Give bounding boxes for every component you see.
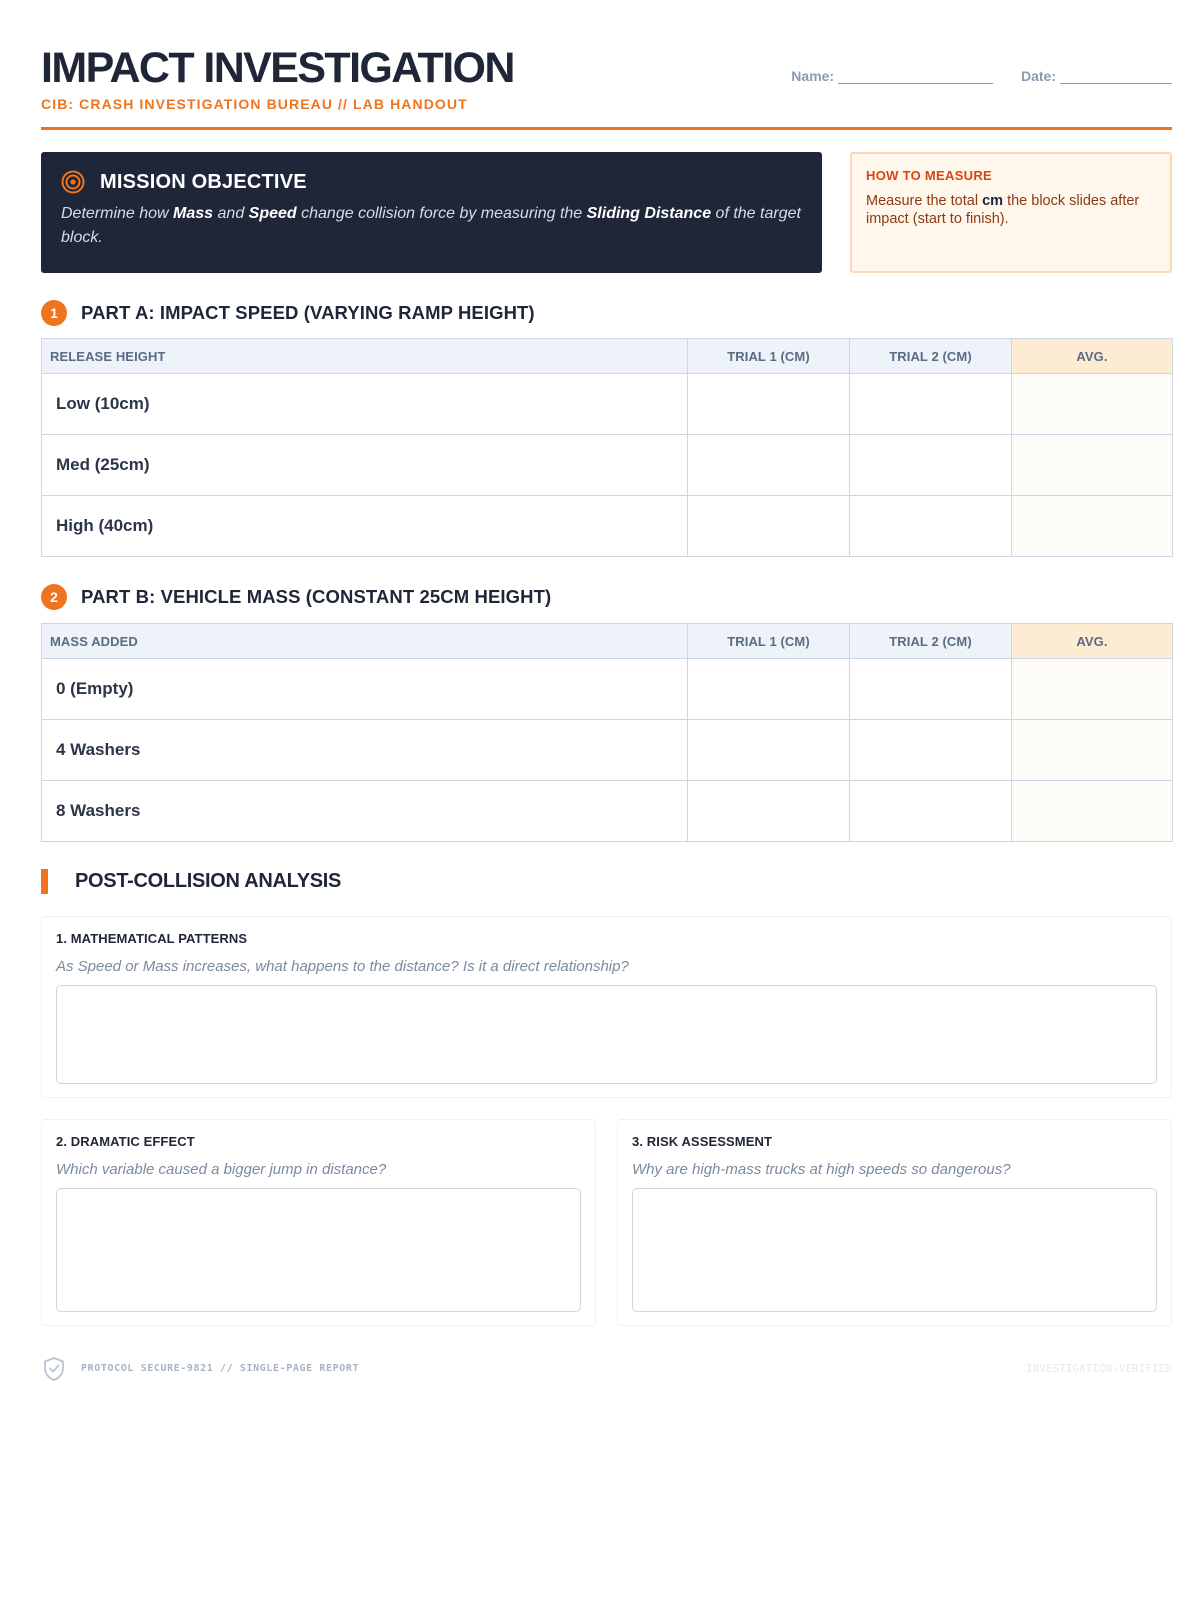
trial-2-cell[interactable] (850, 781, 1012, 842)
measure-unit-cm: cm (982, 193, 1004, 209)
table-header-row (42, 339, 1173, 374)
shield-check-icon (43, 1356, 65, 1382)
mission-keyword-mass: Mass (173, 205, 214, 222)
question-2-card (41, 1119, 596, 1326)
table-row (42, 496, 1173, 557)
question-prompt: Why are high-mass trucks at high speeds so dangerous? (632, 1161, 1011, 1178)
average-cell[interactable] (1012, 435, 1173, 496)
mission-text-part: of the target block. (61, 205, 801, 246)
table-header-row (42, 624, 1173, 659)
analysis-heading (41, 869, 341, 894)
average-cell[interactable] (1012, 720, 1173, 781)
page-title: IMPACT INVESTIGATION (41, 44, 514, 92)
name-label: Name: (791, 68, 835, 84)
analysis-title: POST-COLLISION ANALYSIS (75, 870, 342, 892)
question-prompt: As Speed or Mass increases, what happens to the distance? Is it a direct relationship? (56, 958, 629, 975)
answer-area[interactable] (56, 985, 1157, 1084)
row-label: Low (10cm) (42, 374, 688, 435)
mission-text-part: and (213, 205, 249, 222)
measure-text (866, 192, 1156, 228)
question-3-card (617, 1119, 1172, 1326)
table-row (42, 720, 1173, 781)
column-header: TRIAL 2 (CM) (850, 624, 1012, 659)
footer (41, 1356, 1172, 1382)
row-label: High (40cm) (42, 496, 688, 557)
trial-1-cell[interactable] (688, 720, 850, 781)
column-header: MASS ADDED (42, 624, 688, 659)
row-label: 0 (Empty) (42, 659, 688, 720)
trial-2-cell[interactable] (850, 435, 1012, 496)
part-b-heading (41, 584, 551, 610)
average-cell[interactable] (1012, 659, 1173, 720)
column-header-avg: AVG. (1012, 624, 1173, 659)
trial-2-cell[interactable] (850, 659, 1012, 720)
mission-text (61, 202, 802, 250)
table-row (42, 781, 1173, 842)
trial-2-cell[interactable] (850, 496, 1012, 557)
mission-keyword-speed: Speed (248, 205, 297, 222)
date-label: Date: (1020, 68, 1056, 84)
average-cell[interactable] (1012, 374, 1173, 435)
table-row (42, 659, 1173, 720)
question-prompt: Which variable caused a bigger jump in distance? (56, 1161, 387, 1178)
header-divider (41, 127, 1172, 130)
mission-objective-panel (41, 152, 822, 273)
column-header: TRIAL 2 (CM) (850, 339, 1012, 374)
trial-1-cell[interactable] (688, 435, 850, 496)
part-a-number-badge: 1 (41, 300, 67, 326)
student-fields (767, 68, 1172, 84)
answer-area[interactable] (632, 1188, 1157, 1312)
table-row (42, 435, 1173, 496)
part-a-heading (41, 300, 535, 326)
row-label: Med (25cm) (42, 435, 688, 496)
column-header: TRIAL 1 (CM) (688, 624, 850, 659)
part-b-table (41, 623, 1173, 842)
trial-2-cell[interactable] (850, 374, 1012, 435)
mission-title: MISSION OBJECTIVE (100, 170, 307, 193)
average-cell[interactable] (1012, 781, 1173, 842)
page-subtitle: CIB: CRASH INVESTIGATION BUREAU // LAB HANDOUT (41, 96, 468, 112)
footer-verified-text: INVESTIGATION-VERIFIED (1026, 1363, 1172, 1375)
question-title: 1. MATHEMATICAL PATTERNS (56, 931, 248, 946)
mission-keyword-sliding-distance: Sliding Distance (586, 205, 712, 222)
how-to-measure-callout (850, 152, 1172, 273)
measure-title: HOW TO MEASURE (866, 168, 993, 183)
answer-area[interactable] (56, 1188, 581, 1312)
name-field[interactable] (791, 68, 993, 84)
part-b-number-badge: 2 (41, 584, 67, 610)
column-header: TRIAL 1 (CM) (688, 339, 850, 374)
column-header-avg: AVG. (1012, 339, 1173, 374)
trial-1-cell[interactable] (688, 659, 850, 720)
header (41, 40, 1172, 130)
trial-1-cell[interactable] (688, 374, 850, 435)
trial-1-cell[interactable] (688, 781, 850, 842)
part-a-table (41, 338, 1173, 557)
accent-bar (41, 869, 48, 894)
mission-text-part: change collision force by measuring the (296, 205, 587, 222)
column-header: RELEASE HEIGHT (42, 339, 688, 374)
question-1-card (41, 916, 1172, 1098)
date-field[interactable] (1021, 68, 1172, 84)
table-row (42, 374, 1173, 435)
average-cell[interactable] (1012, 496, 1173, 557)
mission-heading (61, 170, 802, 194)
measure-text-part: the block slides after impact (start to finish). (866, 193, 1140, 227)
part-b-title: PART B: VEHICLE MASS (CONSTANT 25CM HEIGHT) (81, 586, 552, 607)
question-title: 2. DRAMATIC EFFECT (56, 1134, 195, 1149)
row-label: 8 Washers (42, 781, 688, 842)
target-icon (61, 170, 85, 194)
measure-text-part: Measure the total (866, 193, 983, 209)
part-a-title: PART A: IMPACT SPEED (VARYING RAMP HEIGHT) (81, 302, 535, 323)
date-blank-line[interactable] (1060, 83, 1172, 84)
name-blank-line[interactable] (838, 83, 993, 84)
footer-protocol-text: PROTOCOL SECURE-9821 // SINGLE-PAGE REPORT (81, 1363, 360, 1374)
trial-1-cell[interactable] (688, 496, 850, 557)
question-title: 3. RISK ASSESSMENT (632, 1134, 773, 1149)
row-label: 4 Washers (42, 720, 688, 781)
mission-text-part: Determine how (61, 205, 174, 222)
trial-2-cell[interactable] (850, 720, 1012, 781)
